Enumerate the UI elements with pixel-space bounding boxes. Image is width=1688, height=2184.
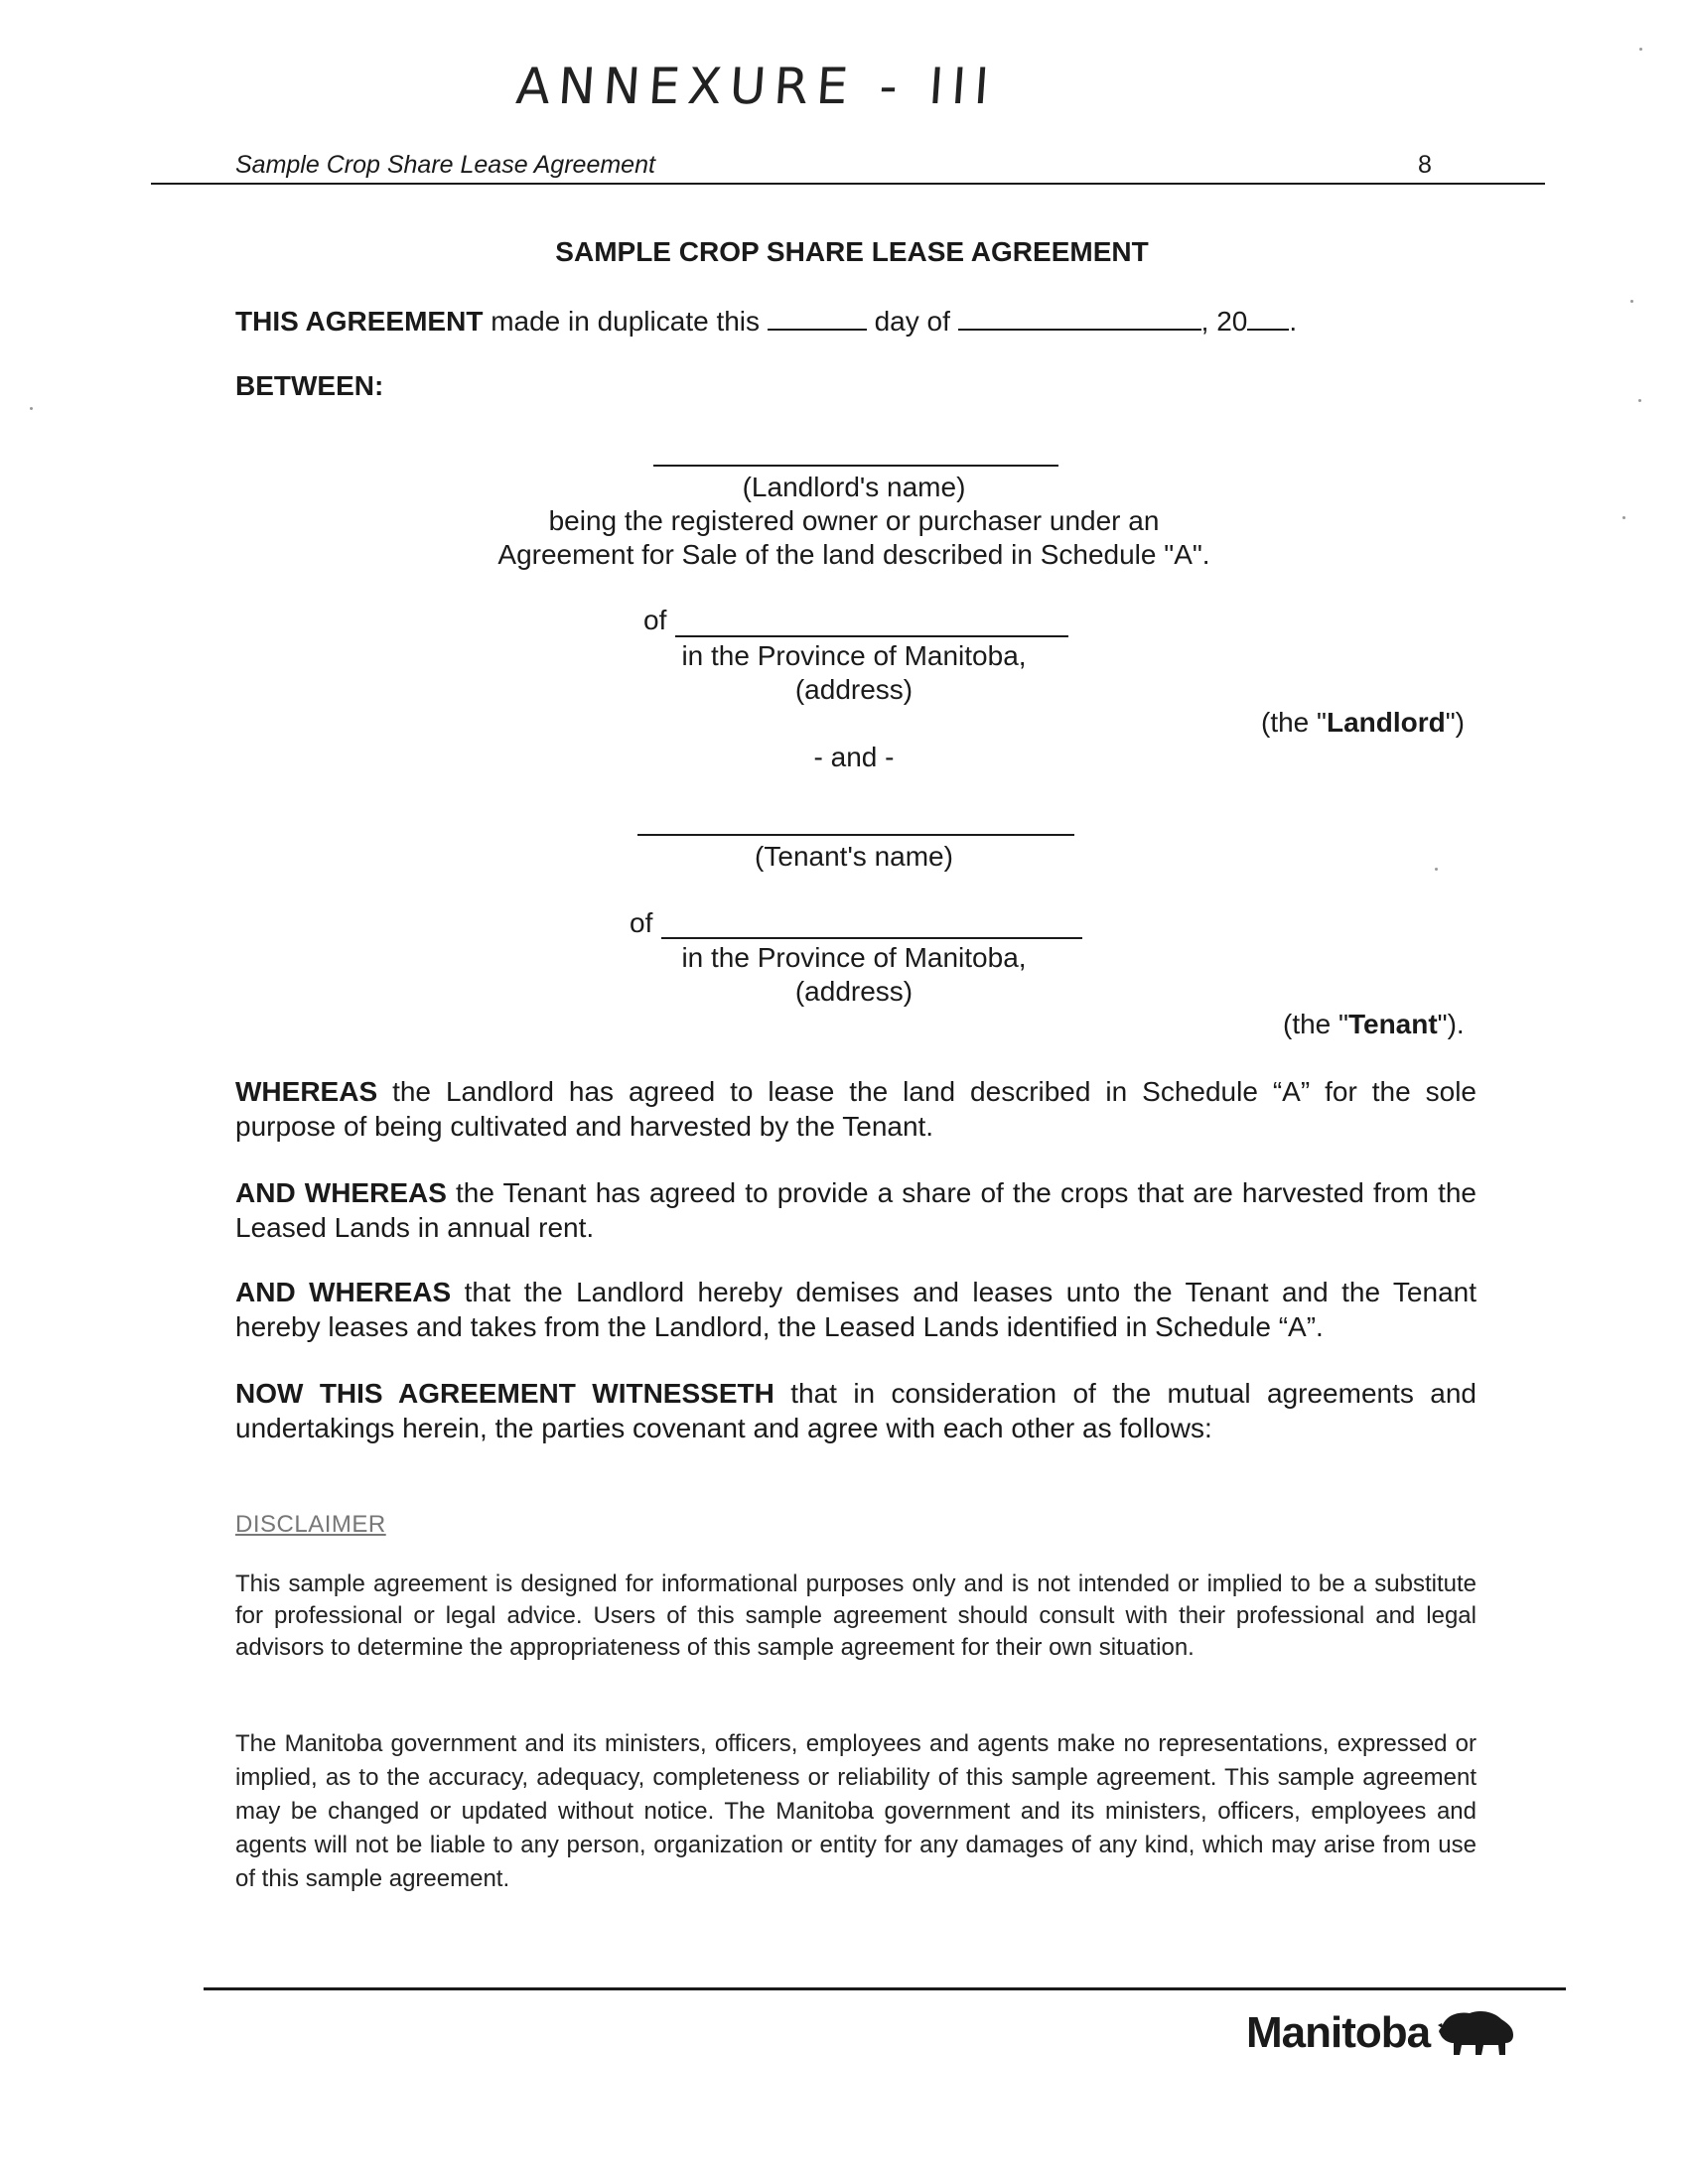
recital-lead: NOW THIS AGREEMENT WITNESSETH: [235, 1378, 774, 1409]
bison-icon: [1436, 2005, 1517, 2061]
recital-and-whereas-2: [235, 1275, 1477, 1344]
landlord-province: in the Province of Manitoba,: [681, 640, 1027, 671]
recital-text: that in consideration of the mutual agreements and undertakings herein, the parties covenant and agree with each other as follows:: [235, 1378, 1477, 1443]
agreement-text-1: made in duplicate this: [483, 306, 768, 337]
landlord-desc-line-2: Agreement for Sale of the land described in Schedule "A".: [497, 539, 1210, 570]
document-title: SAMPLE CROP SHARE LEASE AGREEMENT: [555, 236, 1149, 267]
agreement-text-3: , 20: [1200, 306, 1248, 337]
tenant-name-label: (Tenant's name): [755, 841, 953, 872]
landlord-address-label: (address): [794, 674, 914, 705]
tenant-province: in the Province of Manitoba,: [681, 942, 1027, 973]
recital-lead: AND WHEREAS: [235, 1277, 452, 1307]
landlord-party-name: Landlord: [1326, 707, 1446, 738]
recital-text: the Tenant has agreed to provide a share of the crops that are harvested from the Leased Lands in annual rent.: [235, 1177, 1477, 1243]
landlord-details: [397, 471, 1311, 572]
scan-speck: [30, 407, 33, 410]
agreement-end: .: [1289, 306, 1298, 337]
day-blank[interactable]: [768, 303, 867, 331]
recital-whereas: [235, 1074, 1477, 1144]
agreement-line: [235, 303, 1297, 338]
disclaimer-paragraph-1: This sample agreement is designed for informational purposes only and is not intended or implied to be a substitute for professional or legal advice. Users of this sample agreement should consult with their professional and legal advisors to determine the appropriateness of this sample agreement for their own situation.: [235, 1570, 1477, 1661]
running-header-title: Sample Crop Share Lease Agreement: [235, 151, 655, 179]
recital-lead: WHEREAS: [235, 1076, 378, 1107]
tenant-address: [616, 941, 1092, 1009]
logo-wordmark: Manitoba: [1246, 2008, 1431, 2057]
year-blank[interactable]: [1247, 303, 1289, 331]
recital-and-whereas-1: [235, 1175, 1477, 1245]
agreement-text-2: day of: [866, 306, 958, 337]
and-separator: - and -: [813, 742, 895, 772]
tenant-address-line[interactable]: [661, 937, 1082, 939]
between-label: BETWEEN:: [235, 370, 384, 401]
tenant-address-label: (address): [794, 976, 914, 1007]
landlord-desc-line-1: being the registered owner or purchaser under an: [548, 505, 1160, 536]
recital-lead: AND WHEREAS: [235, 1177, 447, 1208]
agreement-lead: THIS AGREEMENT: [235, 306, 484, 337]
landlord-name-line[interactable]: [653, 465, 1058, 467]
handwritten-annotation: ANNEXURE - III: [513, 58, 999, 115]
recital-witnesseth: [235, 1376, 1477, 1445]
footer-rule: [204, 1987, 1566, 1990]
tenant-of-label: of: [630, 907, 653, 938]
scan-speck: [1435, 868, 1438, 871]
scan-speck: [1630, 300, 1633, 303]
scan-speck: [1639, 48, 1642, 51]
tenant-party-open: (the ": [1283, 1009, 1348, 1039]
tenant-party-name: Tenant: [1347, 1009, 1438, 1039]
recital-text: that the Landlord hereby demises and leases unto the Tenant and the Tenant hereby leases and takes from the Landlord, the Leased Lands identified in Schedule “A”.: [235, 1277, 1477, 1342]
disclaimer-paragraph-2: The Manitoba government and its ministers, officers, employees and agents make no representations, expressed or implied, as to the accuracy, adequacy, completeness or reliability of this sample agreement. This sample agreement may be changed or updated without notice. The Manitoba government and its ministers, officers, employees and agents will not be liable to any person, organization or entity for any damages of any kind, which may arise from use of this sample agreement.: [235, 1730, 1477, 1892]
landlord-address-line[interactable]: [675, 635, 1068, 637]
scan-speck: [1622, 516, 1625, 519]
landlord-party-open: (the ": [1261, 707, 1327, 738]
page-number: 8: [1418, 151, 1432, 179]
month-blank[interactable]: [958, 303, 1201, 331]
landlord-party-label: [1261, 707, 1465, 739]
recital-text: the Landlord has agreed to lease the land described in Schedule “A” for the sole purpose of being cultivated and harvested by the Tenant.: [235, 1076, 1477, 1142]
landlord-of-label: of: [643, 605, 667, 635]
tenant-party-close: ").: [1437, 1009, 1465, 1039]
tenant-party-label: [1283, 1009, 1465, 1040]
landlord-name-label: (Landlord's name): [742, 472, 966, 502]
manitoba-logo: [1246, 2005, 1517, 2061]
scan-speck: [1638, 399, 1641, 402]
header-rule: [151, 183, 1545, 185]
disclaimer-heading: DISCLAIMER: [235, 1511, 386, 1538]
landlord-address: [616, 639, 1092, 707]
landlord-party-close: "): [1445, 707, 1465, 738]
tenant-name-line[interactable]: [637, 834, 1074, 836]
